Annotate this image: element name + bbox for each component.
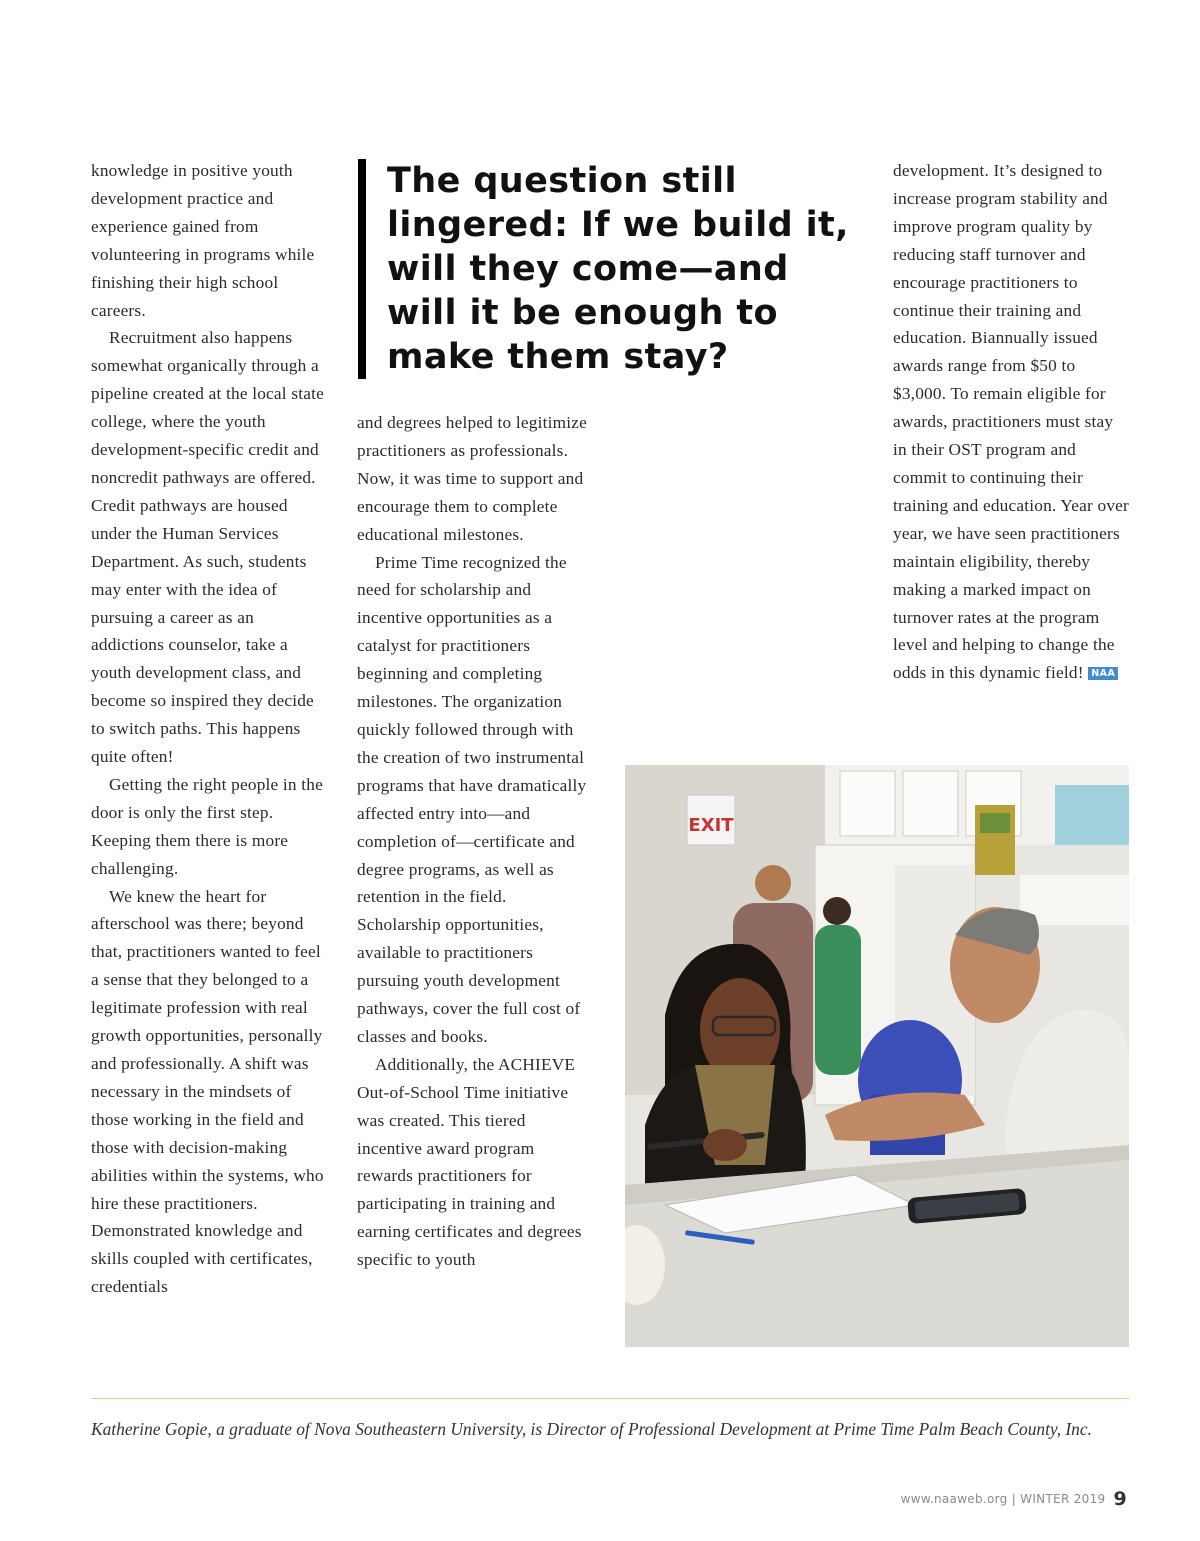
exit-sign: EXIT: [688, 815, 734, 836]
paragraph: Recruitment also happens somewhat organically through a pipeline created at the local state college, where the youth development-specific credit and noncredit pathways are offered. Credit pathways are housed under the Human Services Department. As such, students may enter with the idea of pursuing a career as an addictions counselor, take a youth development class, and become so inspired they decide to switch paths. This happens quite often!: [91, 328, 324, 767]
page-number: 9: [1113, 1488, 1127, 1510]
paragraph: Getting the right people in the door is only the first step. Keeping them there is more challenging.: [91, 774, 324, 878]
paragraph: knowledge in positive youth development practice and experience gained from volunteering in programs while finishing their high school careers.: [91, 161, 315, 320]
paragraph: Prime Time recognized the need for scholarship and incentive opportunities as a catalyst for practitioners beginning and completing milestones. The organization quickly followed through with the creation of two instrumental programs that have dramatically affected entry into—and completion of—certificate and degree programs, as well as retention in the field. Scholarship opportunities, available to practitioners pursuing youth development pathways, cover the full cost of classes and books.: [357, 552, 587, 1046]
page-footer: [901, 1488, 1127, 1510]
article-photo: [625, 765, 1129, 1347]
paragraph: [893, 157, 1129, 687]
article-column-1: [91, 157, 327, 1301]
author-bio: Katherine Gopie, a graduate of Nova Southeastern University, is Director of Professional Development at Prime Time Palm Beach County, Inc.: [91, 1419, 1092, 1439]
article-column-3: [893, 157, 1129, 687]
paragraph: and degrees helped to legitimize practitioners as professionals. Now, it was time to support and encourage them to complete educational milestones.: [357, 413, 588, 544]
paragraph: We knew the heart for afterschool was there; beyond that, practitioners wanted to feel a sense that they belonged to a legitimate profession with real growth opportunities, personally and professionally. A shift was necessary in the mindsets of those working in the field and those with decision-making abilities within the systems, who hire these practitioners. Demonstrated knowledge and skills coupled with certificates, credentials: [91, 886, 324, 1297]
article-column-2: [357, 409, 593, 1274]
footer-site: www.naaweb.org | WINTER 2019: [900, 1492, 1106, 1506]
pull-quote: The question still lingered: If we build it, will they come—and will it be enough to make them stay?: [358, 159, 867, 379]
naa-end-mark: NAA: [1088, 667, 1118, 680]
footer-rule: [91, 1398, 1129, 1399]
paragraph-text: development. It’s designed to increase program stability and improve program quality by reducing staff turnover and encourage practitioners to continue their training and education. Biannually issued awards range from $50 to $3,000. To remain eligible for awards, practitioners must stay in their OST program and commit to continuing their training and education. Year over year, we have seen practitioners maintain eligibility, thereby making a marked impact on turnover rates at the program level and helping to change the odds in this dynamic field!: [893, 161, 1129, 683]
paragraph: Additionally, the ACHIEVE Out-of-School Time initiative was created. This tiered incentive award program rewards practitioners for participating in training and earning certificates and degrees specific to youth: [357, 1054, 582, 1270]
